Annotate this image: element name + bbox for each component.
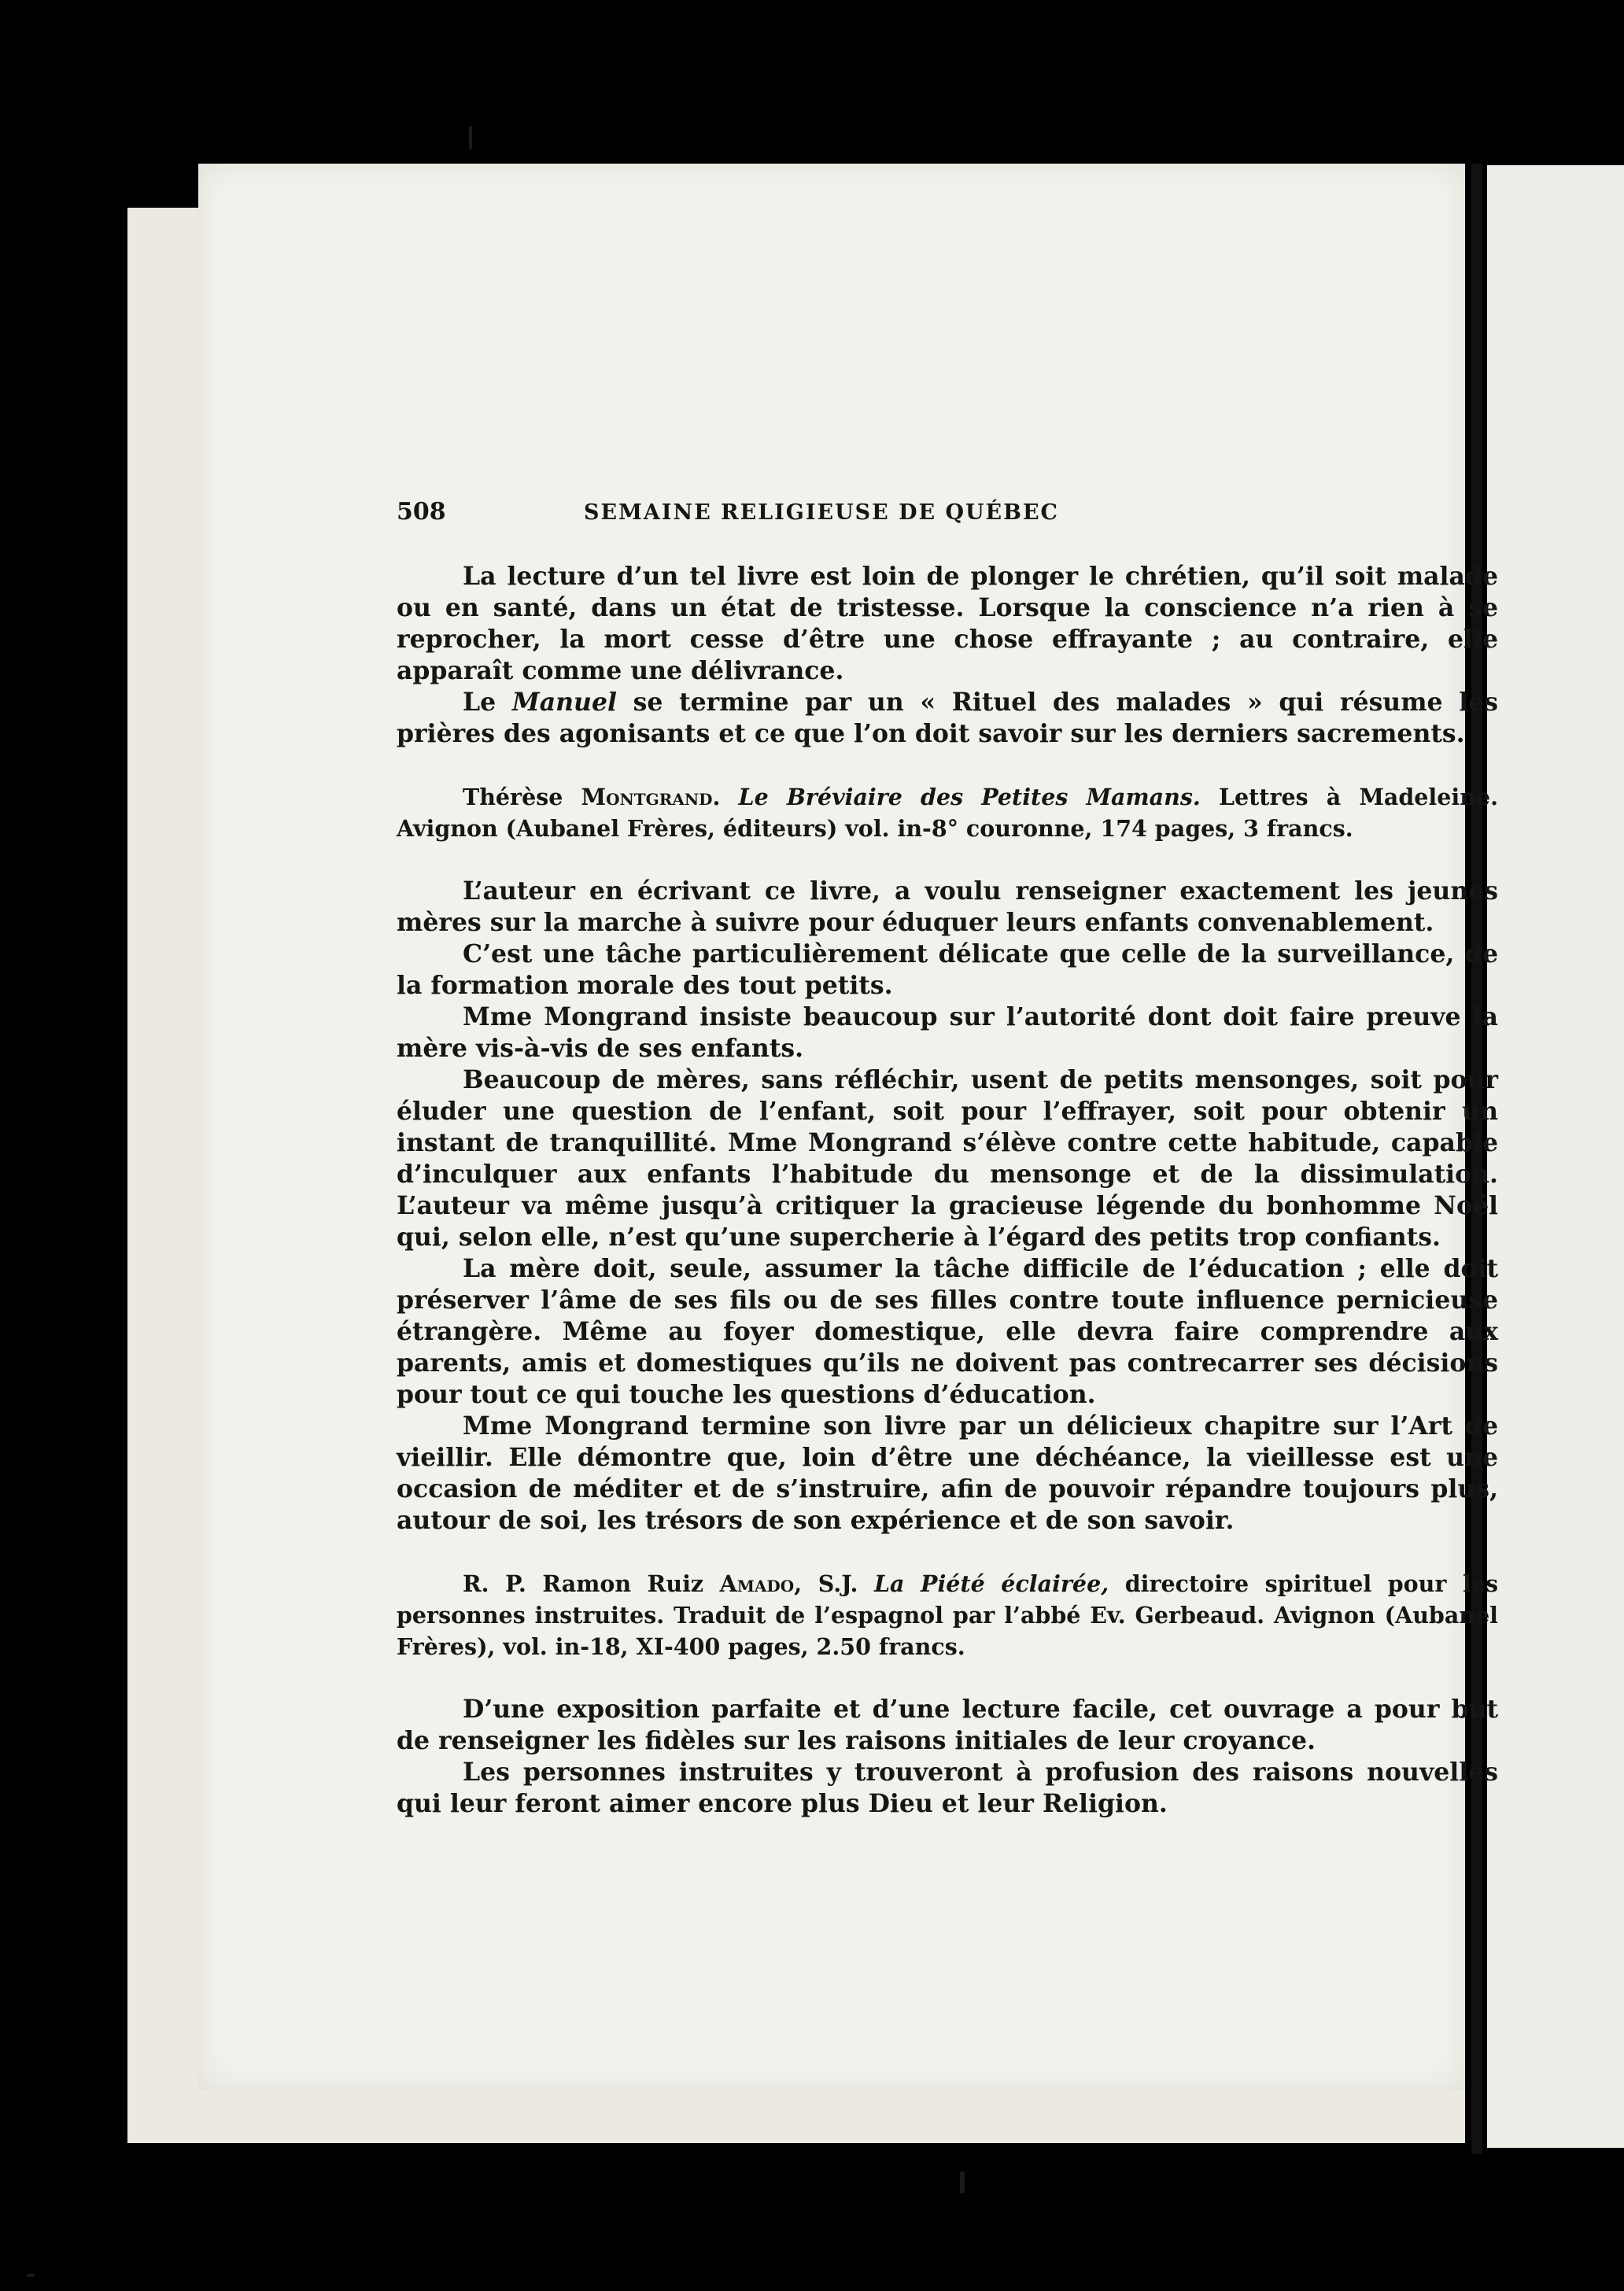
publication-details: directoire spirituel pour les personnes instruites. Traduit de l’espagnol par l’abbé Ev. Gerbeaud. Avignon (Aubanel Frères), vol. in-18, XI-400 pages, 2.50 francs. — [397, 1570, 1498, 1660]
adjacent-page-edge — [1487, 165, 1624, 2148]
book-title: La Piété éclairée, — [873, 1570, 1109, 1597]
author-suffix: S.J. — [802, 1570, 874, 1597]
bibliographic-entry — [397, 1568, 1498, 1662]
book-title: Manuel — [511, 688, 617, 717]
page-header — [397, 498, 1294, 529]
author-last-name: Amado, — [719, 1570, 803, 1597]
scan-speck — [27, 2274, 35, 2277]
paragraph: Mme Mongrand termine son livre par un délicieux chapitre sur l’Art de vieillir. Elle démontre que, loin d’être une déchéance, la vieillesse est une occasion de méditer et de s’instruire, afin de pouvoir répandre toujours plus, autour de soi, les trésors de son expérience et de son savoir. — [397, 1411, 1498, 1535]
paragraph: La mère doit, seule, assumer la tâche difficile de l’éducation ; elle doit préserver l’âme de ses fils ou de ses filles contre toute influence pernicieuse étrangère. Même au foyer domestique, elle devra faire comprendre aux parents, amis et domestiques qu’ils ne doivent pas contrecarrer ses décisions pour tout ce qui touche les questions d’éducation. — [397, 1254, 1498, 1409]
author-first-name: R. P. Ramon Ruiz — [463, 1570, 720, 1597]
paragraph: La lecture d’un tel livre est loin de plonger le chrétien, qu’il soit malade ou en santé, dans un état de tristesse. Lorsque la conscience n’a rien à se reprocher, la mort cesse d’être une chose effrayante ; au contraire, elle apparaît comme une délivrance. — [397, 562, 1498, 685]
paragraph: C’est une tâche particulièrement délicate que celle de la surveillance, de la formation morale des tout petits. — [397, 939, 1498, 1000]
running-title: SEMAINE RELIGIEUSE DE QUÉBEC — [583, 500, 1060, 525]
paragraph: Mme Mongrand insiste beaucoup sur l’autorité dont doit faire preuve la mère vis-à-vis de ses enfants. — [397, 1002, 1498, 1063]
article-body — [397, 561, 1498, 1820]
scanned-page — [198, 164, 1498, 2090]
scan-speck — [469, 126, 472, 149]
author-last-name: Montgrand. — [581, 784, 721, 810]
paragraph — [397, 687, 1498, 750]
text-run: se termine par un « Rituel des malades » qui résume les prières des agonisants et ce que l’on doit savoir sur les derniers sacrements. — [397, 688, 1498, 748]
page-number: 508 — [397, 498, 446, 526]
paragraph: Les personnes instruites y trouveront à profusion des raisons nouvelles qui leur feront aimer encore plus Dieu et leur Religion. — [397, 1758, 1498, 1818]
publication-details: Lettres à Madeleine. Avignon (Aubanel Frères, éditeurs) vol. in-8° couronne, 174 pages, 3 francs. — [397, 784, 1498, 842]
author-first-name: Thérèse — [463, 784, 581, 810]
paragraph: Beaucoup de mères, sans réfléchir, usent de petits mensonges, soit pour éluder une question de l’enfant, soit pour l’effrayer, soit pour obtenir un instant de tranquillité. Mme Mongrand s’élève contre cette habitude, capable d’inculquer aux enfants l’habitude du mensonge et de la dissimulation. L’auteur va même jusqu’à critiquer la gracieuse légende du bonhomme Noël qui, selon elle, n’est qu’une supercherie à l’égard des petits trop confiants. — [397, 1065, 1498, 1252]
book-title: Le Bréviaire des Petites Mamans. — [738, 784, 1201, 810]
paragraph: D’une exposition parfaite et d’une lecture facile, cet ouvrage a pour but de renseigner les fidèles sur les raisons initiales de leur croyance. — [397, 1695, 1498, 1755]
text-run: Le — [463, 688, 512, 717]
paragraph: L’auteur en écrivant ce livre, a voulu renseigner exactement les jeunes mères sur la marche à suivre pour éduquer leurs enfants convenablement. — [397, 876, 1498, 937]
scan-speck — [960, 2171, 965, 2193]
bibliographic-entry — [397, 781, 1498, 844]
